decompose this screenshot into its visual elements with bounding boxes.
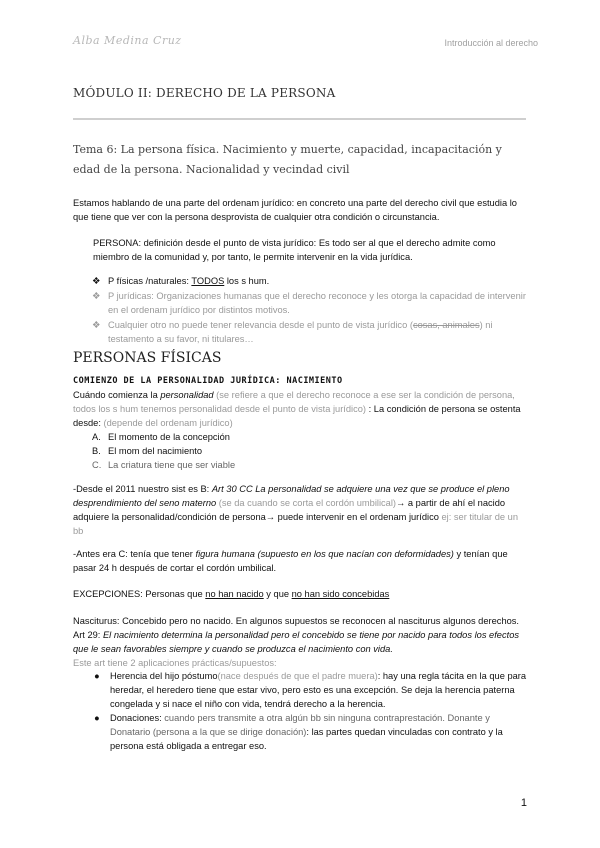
- subsection-title: COMIENZO DE LA PERSONALIDAD JURÍDICA: NACIMIENTO: [73, 376, 343, 386]
- diamond-bullet-icon: ❖: [92, 320, 101, 330]
- abc-list: [92, 430, 508, 472]
- desde-2011-paragraph: -Desde el 2011 nuestro sist es B: Art 30 CC La personalidad se adquiere una vez que se produce el pleno desprendimiento del seno materno (se da cuando se corta el cordón umbilical)→ a partir de ahí el nacido adquiere la personalidad/condición de persona→ puede intervenir en el ordenam jurídico ej: ser titular de un bb: [73, 484, 518, 536]
- person-types-list: [92, 274, 528, 346]
- excepciones-paragraph: EXCEPCIONES: Personas que no han nacido y que no han sido concebidas: [73, 589, 390, 599]
- page-number: 1: [520, 797, 527, 809]
- list-item: ● Herencia del hijo póstumo(nace después de que el padre muera): hay una regla tácita en la que para heredar, el heredero tiene que estar vivo, pero esto es una excepción. Se deja la herencia paterna congelada y si nace el niño con vida, tendrá derecho a la herencia.: [94, 671, 527, 709]
- intro-paragraph: Estamos hablando de una parte del ordenam jurídico: en concreto una parte del derecho civil que estudia lo que tiene que ver con la persona desprovista de cualquier otra condición o circunstancia.: [73, 198, 517, 222]
- list-item: C. La criatura tiene que ser viable: [92, 460, 236, 470]
- supuestos-list: [94, 669, 528, 753]
- section-title: PERSONAS FÍSICAS: [73, 350, 222, 366]
- todos-text: TODOS: [191, 276, 225, 286]
- header-course: Introducción al derecho: [444, 38, 538, 48]
- bullet-icon: ●: [94, 671, 100, 681]
- list-item: A. El momento de la concepción: [92, 432, 230, 442]
- antes-paragraph: -Antes era C: tenía que tener figura humana (supuesto en los que nacían con deformidades) y tenían que pasar 24 h después de cortar el cordón umbilical.: [73, 549, 508, 573]
- nasciturus-paragraph: Nasciturus: Concebido pero no nacido. En algunos supuestos se reconocen al nasciturus algunos derechos. Art 29: El nacimiento determina la personalidad pero el concebido se tiene por nacido para todos los efectos que le sean favorables siempre y cuando se produzca el nacimiento con vida. Este art tiene 2 aplicaciones prácticas/supuestos:: [73, 616, 520, 668]
- list-item: B. El mom del nacimiento: [92, 446, 203, 456]
- comienzo-paragraph: Cuándo comienza la personalidad (se refiere a que el derecho reconoce a ese ser la condición de persona, todos los s hum tenemos personalidad desde el punto de vista jurídico) : La condición de persona se ostenta desde: (depende del ordenam jurídico): [73, 390, 521, 428]
- list-item: ● Donaciones: cuando pers transmite a otra algún bb sin ninguna contraprestación. Donante y Donatario (persona a la que se dirige donación): las partes quedan vinculadas con contrato y la persona está obligada a entregar eso.: [94, 713, 503, 751]
- diamond-bullet-icon: ❖: [92, 291, 101, 301]
- module-title: MÓDULO II: DERECHO DE LA PERSONA: [73, 86, 336, 100]
- persona-definition: PERSONA: definición desde el punto de vista jurídico: Es todo ser al que el derecho admite como miembro de la comunidad y, por tanto, le permite intervenir en la vida jurídica.: [93, 238, 496, 262]
- bullet-icon: ●: [94, 713, 100, 723]
- divider: [73, 118, 526, 120]
- header-author: Alba Medina Cruz: [73, 34, 182, 47]
- list-item: ❖ P físicas /naturales: TODOS los s hum.: [92, 276, 270, 286]
- tema-title: Tema 6: La persona física. Nacimiento y muerte, capacidad, incapacitación y edad de la persona. Nacionalidad y vecindad civil: [73, 143, 502, 176]
- diamond-bullet-icon: ❖: [92, 276, 101, 286]
- list-item: ❖ P jurídicas: Organizaciones humanas que el derecho reconoce y les otorga la capacidad de intervenir en el ordenam jurídico por distintos motivos.: [92, 291, 526, 315]
- list-item: ❖ Cualquier otro no puede tener relevancia desde el punto de vista jurídico (cosas, animales) ni testamento a su favor, ni titulares…: [92, 320, 493, 344]
